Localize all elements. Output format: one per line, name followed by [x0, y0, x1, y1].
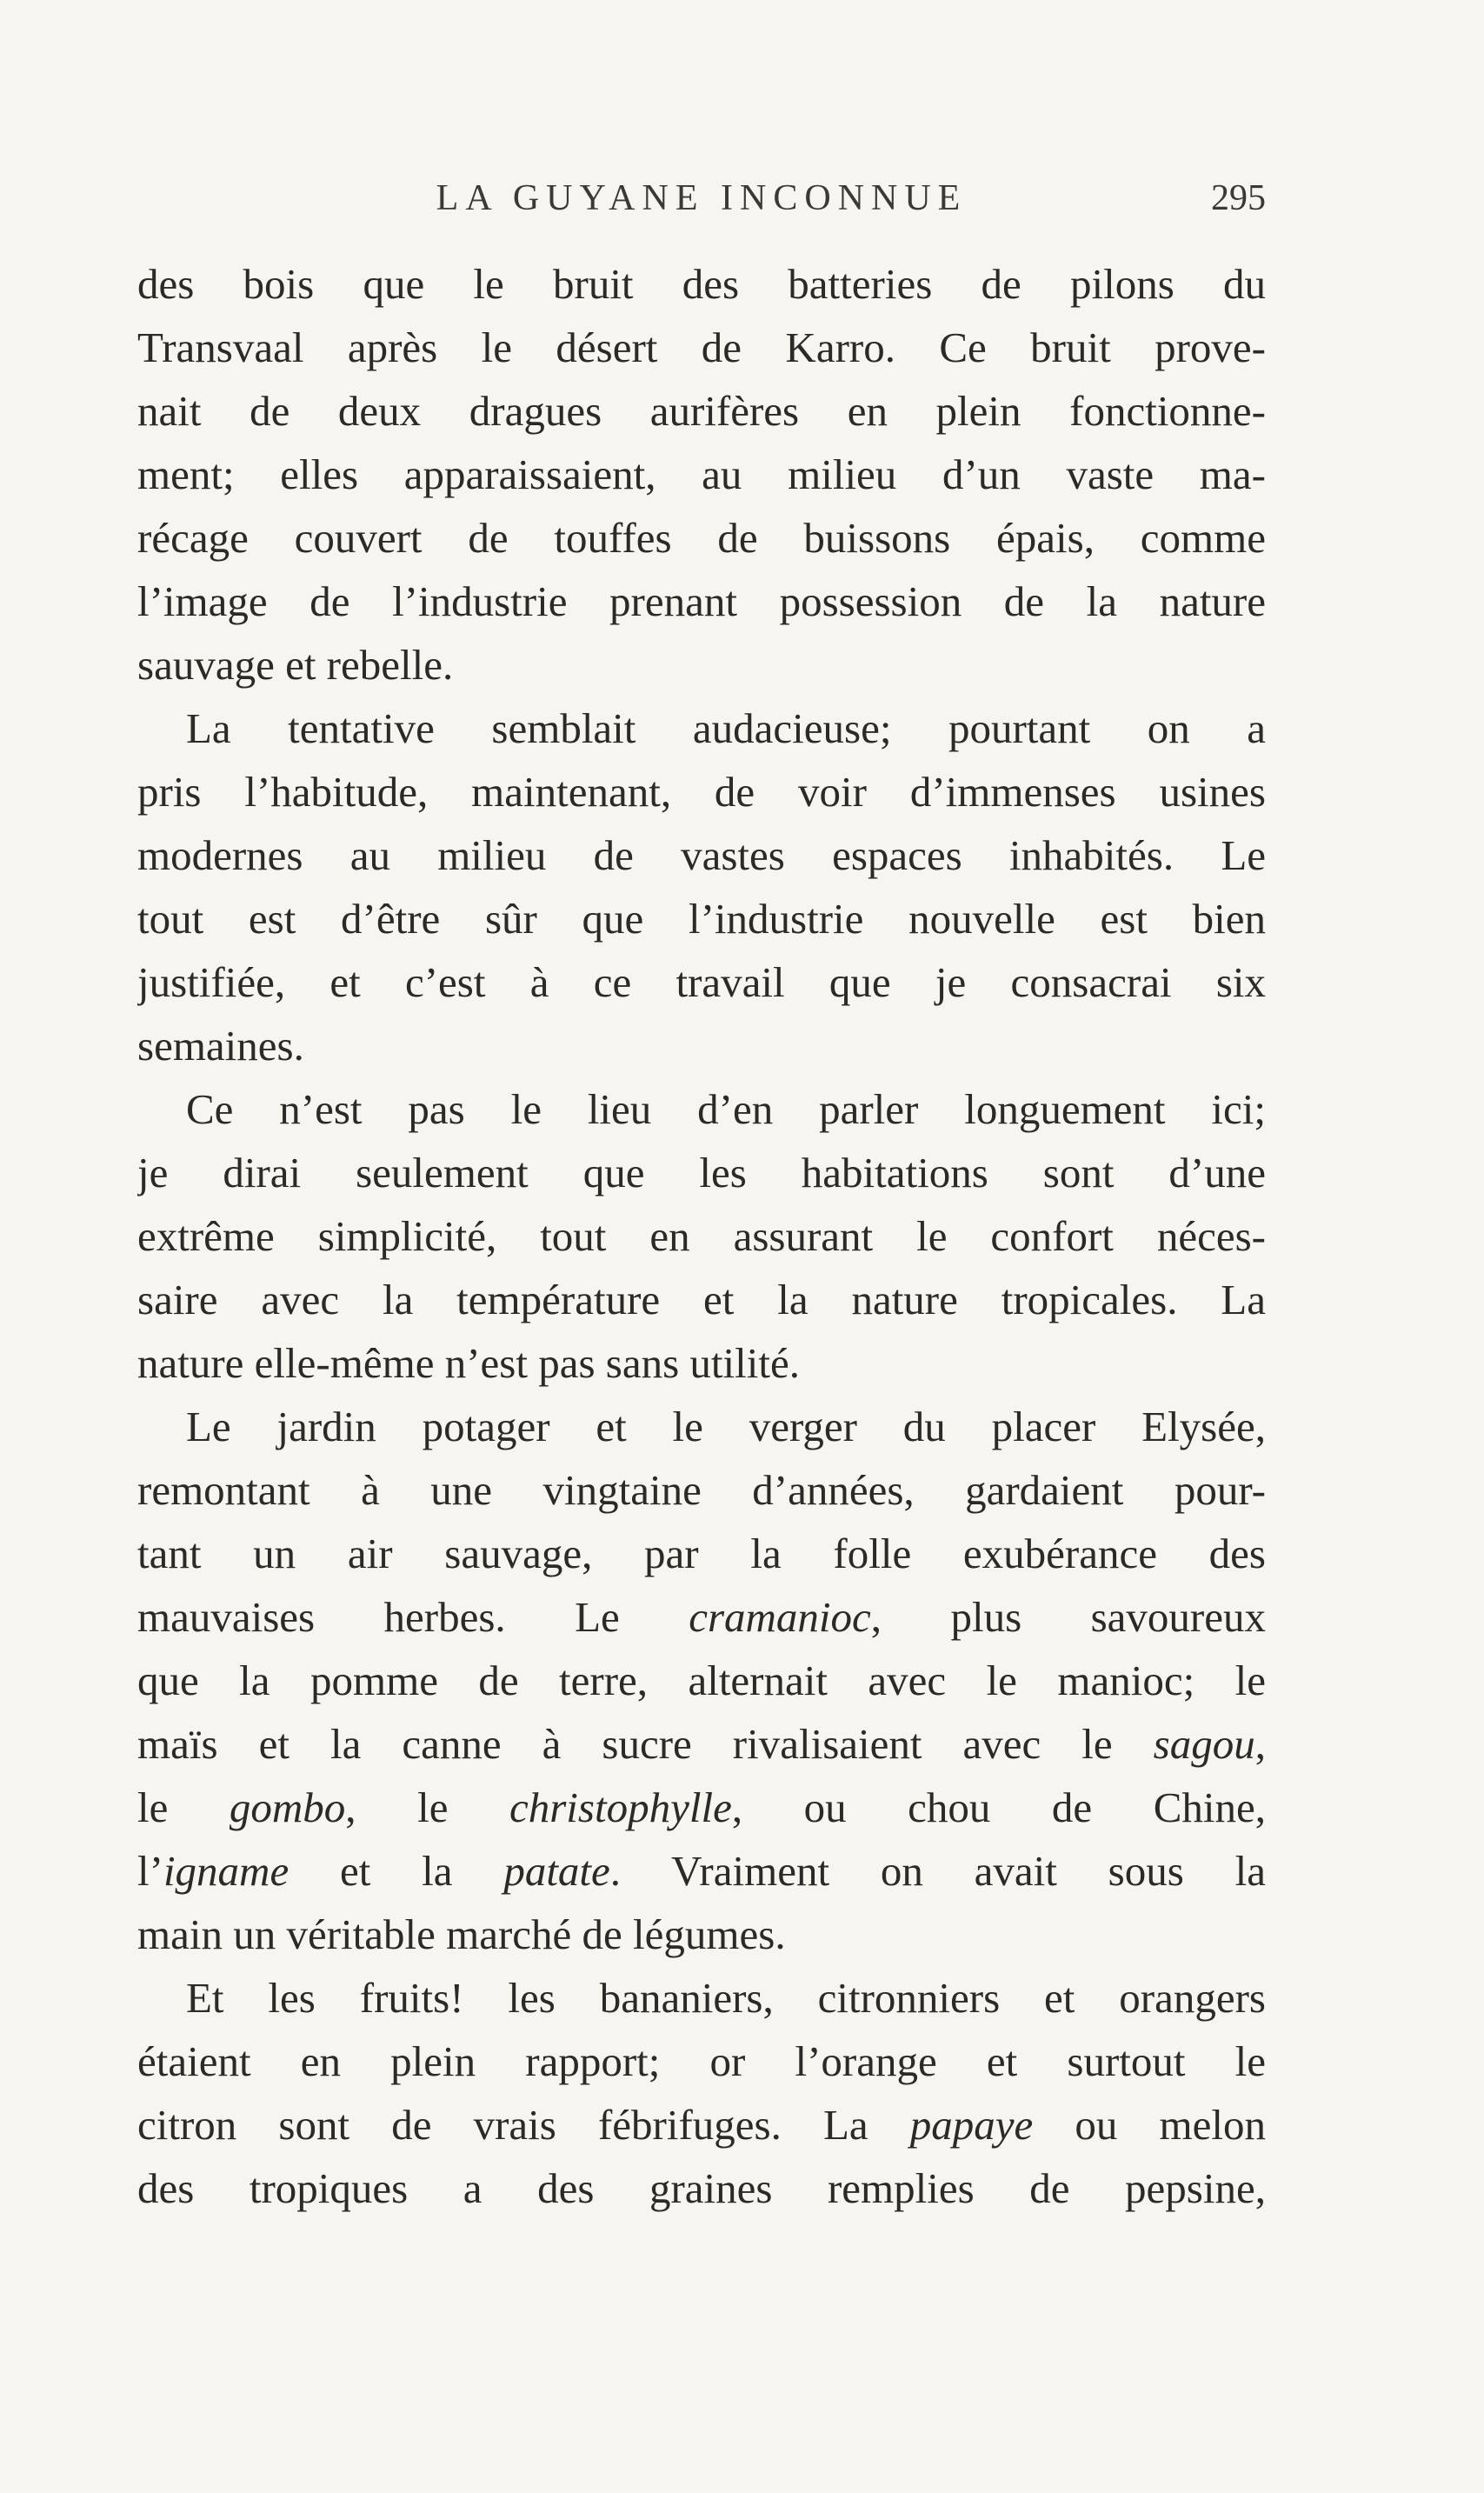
text-line — [137, 1077, 1266, 1141]
text-segment: tout est d’être sûr que l’industrie nouvelle est bien — [137, 895, 1266, 943]
text-line — [137, 1585, 1266, 1649]
text-segment: ou melon — [1033, 2101, 1266, 2149]
text-segment: , ou chou de Chine, — [731, 1783, 1266, 1831]
text-line — [137, 316, 1266, 379]
text-segment: semaines. — [137, 1022, 304, 1070]
text-line — [137, 252, 1266, 316]
text-segment: , plus savoureux — [870, 1593, 1266, 1641]
italic-term: patate — [503, 1847, 610, 1895]
text-line — [137, 1712, 1266, 1776]
text-segment: mauvaises herbes. Le — [137, 1593, 689, 1641]
text-line — [137, 1776, 1266, 1839]
text-line — [137, 1839, 1266, 1903]
italic-term: cramanioc — [689, 1593, 871, 1641]
text-segment: , — [1254, 1720, 1266, 1768]
text-segment: Le jardin potager et le verger du placer Elysée, — [186, 1403, 1266, 1450]
body-text — [137, 252, 1266, 2220]
text-line — [137, 887, 1266, 950]
running-header — [137, 172, 1266, 224]
text-line — [137, 1903, 1266, 1966]
text-line — [137, 950, 1266, 1014]
text-segment: récage couvert de touffes de buissons épais, comme — [137, 514, 1266, 562]
text-line — [137, 2093, 1266, 2156]
running-title: LA GUYANE INCONNUE — [436, 178, 968, 218]
text-line — [137, 570, 1266, 633]
text-segment: remontant à une vingtaine d’années, gardaient pour- — [137, 1466, 1266, 1514]
italic-term: igname — [163, 1847, 289, 1895]
text-segment: Ce n’est pas le lieu d’en parler longuement ici; — [186, 1085, 1266, 1133]
text-segment: et la — [289, 1847, 504, 1895]
text-segment: nature elle-même n’est pas sans utilité. — [137, 1339, 800, 1387]
text-line — [137, 1204, 1266, 1268]
text-segment: La tentative semblait audacieuse; pourtant on a — [186, 704, 1266, 752]
italic-term: christophylle — [509, 1783, 732, 1831]
text-segment: . Vraiment on avait sous la — [609, 1847, 1266, 1895]
text-segment: maïs et la canne à sucre rivalisaient avec le — [137, 1720, 1154, 1768]
text-segment: justifiée, et c’est à ce travail que je consacrai six — [137, 958, 1266, 1006]
text-segment: Et les fruits! les bananiers, citronniers et orangers — [186, 1974, 1266, 2022]
text-segment: citron sont de vrais fébrifuges. La — [137, 2101, 910, 2149]
text-line — [137, 1014, 1266, 1077]
text-segment: nait de deux dragues aurifères en plein fonctionne- — [137, 387, 1266, 435]
text-line — [137, 1331, 1266, 1395]
text-segment: pris l’habitude, maintenant, de voir d’immenses usines — [137, 768, 1266, 816]
text-line — [137, 1141, 1266, 1204]
text-line — [137, 443, 1266, 506]
text-segment: ment; elles apparaissaient, au milieu d’un vaste ma- — [137, 450, 1266, 498]
text-line — [137, 1268, 1266, 1331]
page-number: 295 — [1211, 178, 1266, 218]
text-segment: l’ — [137, 1847, 163, 1895]
text-segment: le — [137, 1783, 230, 1831]
text-segment: tant un air sauvage, par la folle exubérance des — [137, 1530, 1266, 1577]
text-segment: étaient en plein rapport; or l’orange et surtout le — [137, 2037, 1266, 2085]
text-segment: saire avec la température et la nature tropicales. La — [137, 1276, 1266, 1323]
text-line — [137, 1966, 1266, 2030]
text-line — [137, 506, 1266, 570]
text-line — [137, 1458, 1266, 1522]
text-line — [137, 697, 1266, 760]
text-segment: main un véritable marché de légumes. — [137, 1910, 786, 1958]
text-line — [137, 1522, 1266, 1585]
text-segment: des tropiques a des graines remplies de pepsine, — [137, 2164, 1266, 2212]
text-line — [137, 2156, 1266, 2220]
text-segment: l’image de l’industrie prenant possession de la nature — [137, 577, 1266, 625]
text-line — [137, 1649, 1266, 1712]
text-line — [137, 633, 1266, 697]
text-line — [137, 1395, 1266, 1458]
text-segment: sauvage et rebelle. — [137, 641, 454, 689]
text-segment: je dirai seulement que les habitations sont d’une — [137, 1149, 1266, 1197]
text-segment: Transvaal après le désert de Karro. Ce bruit prove- — [137, 323, 1266, 371]
text-segment: des bois que le bruit des batteries de pilons du — [137, 260, 1266, 308]
text-segment: extrême simplicité, tout en assurant le confort néces- — [137, 1212, 1266, 1260]
text-line — [137, 379, 1266, 443]
text-line — [137, 823, 1266, 887]
text-line — [137, 760, 1266, 823]
text-segment: que la pomme de terre, alternait avec le manioc; le — [137, 1656, 1266, 1704]
italic-term: gombo — [229, 1783, 346, 1831]
italic-term: papaye — [909, 2101, 1034, 2149]
text-segment: modernes au milieu de vastes espaces inhabités. Le — [137, 831, 1266, 879]
italic-term: sagou — [1153, 1720, 1255, 1768]
text-segment: , le — [345, 1783, 509, 1831]
text-line — [137, 2030, 1266, 2093]
